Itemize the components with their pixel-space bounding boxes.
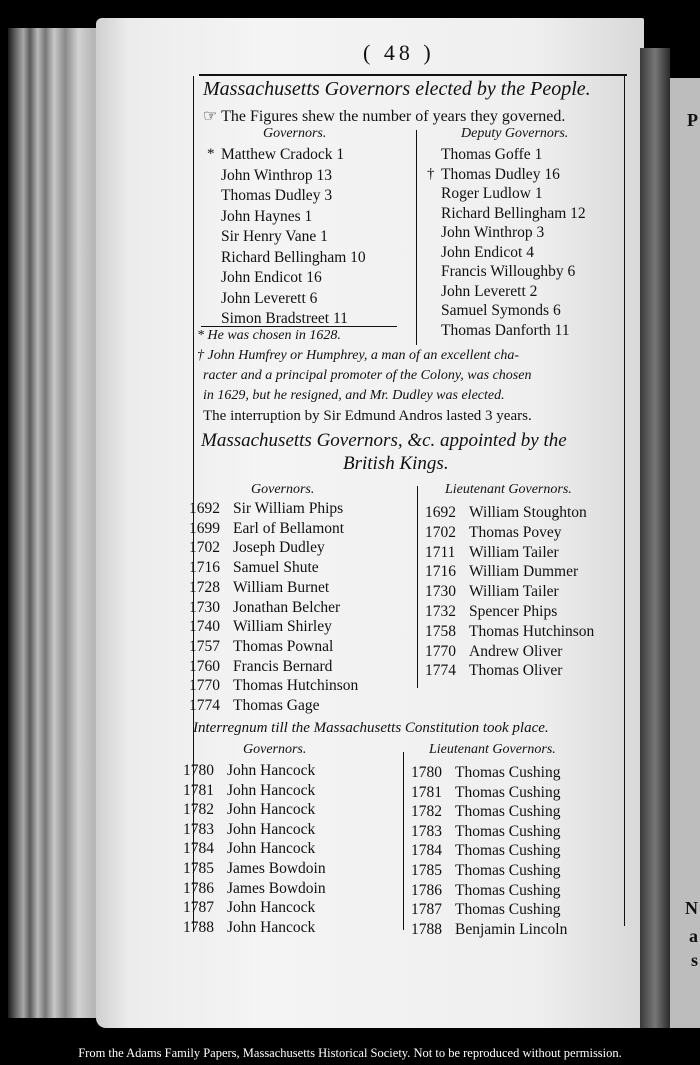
lieutenant-governor-entry [425, 662, 562, 680]
royal-governor-entry [189, 658, 332, 676]
deputy-governor-name: Roger Ludlow [441, 185, 535, 202]
section2-title: Massachusetts Governors, &c. appointed by the [201, 430, 567, 451]
interregnum-lieutenant-name: Thomas Cushing [455, 783, 561, 801]
governor-name: Richard Bellingham [221, 248, 351, 266]
footnote-star: * He was chosen in 1628. [197, 328, 341, 343]
governor-entry [221, 187, 332, 205]
royal-governor-year: 1702 [189, 539, 220, 557]
interregnum-governor-year: 1784 [183, 840, 214, 858]
interregnum-lieutenant-name: Thomas Cushing [455, 803, 561, 821]
royal-governor-year: 1728 [189, 578, 220, 596]
lieutenant-governor-year: 1758 [425, 622, 456, 640]
royal-governor-year: 1770 [189, 677, 220, 695]
royal-governor-entry [189, 697, 320, 715]
interregnum-governor-entry [183, 821, 315, 839]
royal-governor-year: 1716 [189, 559, 220, 577]
royal-governor-year: 1730 [189, 598, 220, 616]
lieutenant-governor-year: 1692 [425, 504, 456, 521]
interregnum-lieutenant-entry [411, 784, 561, 802]
deputy-governor-entry [441, 322, 570, 340]
deputy-governor-name: John Endicot [441, 243, 527, 261]
deputy-governor-years: 12 [570, 204, 586, 222]
section2-title-line2: British Kings. [343, 453, 449, 474]
interregnum-governor-name: James Bowdoin [227, 879, 326, 897]
lieutenant-governor-name: Thomas Povey [469, 523, 562, 541]
royal-governor-name: Jonathan Belcher [233, 598, 341, 616]
deputy-governor-entry [441, 146, 542, 164]
lieutenant-governor-name: William Tailer [469, 543, 559, 561]
interregnum-lieutenant-name: Thomas Cushing [455, 822, 561, 840]
governor-marker: * [207, 146, 215, 162]
governor-name: Simon Bradstreet [221, 310, 333, 327]
deputy-governor-marker: † [427, 165, 435, 182]
lieutenant-governor-year: 1774 [425, 662, 456, 680]
interregnum-governor-year: 1780 [183, 762, 214, 779]
interregnum-governor-entry [183, 880, 326, 898]
lieutenant-governor-year: 1730 [425, 583, 456, 601]
royal-governor-entry [189, 559, 319, 577]
interregnum-lieutenant-entry [411, 823, 561, 841]
deputy-governor-name: John Winthrop [441, 224, 537, 241]
interregnum-governor-name: James Bowdoin [227, 860, 326, 877]
governor-years: 11 [332, 310, 348, 327]
next-page-letter: a [689, 926, 698, 946]
deputy-governor-name: Francis Willoughby [441, 263, 568, 280]
interregnum-governor-entry [183, 919, 315, 937]
deputy-governor-years: 4 [526, 243, 534, 261]
royal-governor-name: Earl of Bellamont [233, 519, 345, 537]
deputy-governor-name: Thomas Danforth [441, 321, 555, 339]
interregnum-governor-year: 1787 [183, 899, 214, 917]
deputy-governor-years: 1 [534, 146, 543, 163]
interregnum-governor-name: John Hancock [227, 840, 316, 858]
frame-right-rule [624, 76, 625, 926]
governor-name: John Endicot [221, 269, 307, 286]
interregnum-governor-year: 1785 [183, 860, 214, 877]
deputy-governor-years: 2 [529, 282, 538, 300]
deputy-governor-years: 6 [552, 302, 561, 319]
lieutenant-governor-entry [425, 603, 557, 621]
interregnum-lieutenant-year: 1787 [411, 901, 442, 919]
section3-governors-head: Governors. [243, 742, 307, 757]
governor-name: John Haynes [221, 207, 305, 225]
interregnum-lieutenant-year: 1780 [411, 764, 442, 781]
interregnum-lieutenant-name: Thomas Cushing [455, 842, 561, 860]
lieutenant-governor-year: 1770 [425, 642, 456, 660]
governor-years: 13 [316, 166, 333, 184]
interregnum-governor-year: 1788 [183, 918, 214, 936]
section1-deputies-head: Deputy Governors. [461, 126, 569, 141]
governor-entry [221, 208, 312, 226]
archive-caption: From the Adams Family Papers, Massachusetts Historical Society. Not to be reproduced without permission. [78, 1046, 622, 1060]
next-page-edge [670, 78, 700, 1028]
royal-governor-entry [189, 638, 333, 656]
page-content [183, 40, 627, 940]
interregnum-governor-name: John Hancock [227, 781, 316, 799]
royal-governor-year: 1699 [189, 519, 220, 537]
interregnum-lieutenant-entry [411, 882, 561, 900]
section1-title: Massachusetts Governors elected by the People. [203, 78, 591, 100]
interregnum-lieutenant-entry [411, 764, 561, 782]
lieutenant-governor-entry [425, 583, 559, 601]
deputy-governor-entry [441, 302, 561, 320]
interregnum-lieutenant-entry [411, 862, 561, 880]
deputy-governor-name: Richard Bellingham [441, 204, 571, 222]
interregnum-lieutenant-entry [411, 803, 561, 821]
governor-name: John Leverett [221, 289, 310, 307]
governor-name: John Winthrop [221, 166, 317, 184]
lieutenant-governor-entry [425, 623, 594, 641]
interregnum-governor-name: John Hancock [227, 762, 316, 779]
footnote-dagger-line: racter and a principal promoter of the Colony, was chosen [203, 368, 532, 383]
governor-name: Thomas Dudley [221, 187, 325, 204]
pointing-hand-icon: ☞ [203, 108, 218, 125]
interregnum-lieutenant-name: Thomas Cushing [455, 764, 561, 781]
next-page-letter: N [685, 898, 698, 918]
interregnum-lieutenant-name: Benjamin Lincoln [455, 920, 568, 938]
lieutenant-governor-name: William Stoughton [469, 504, 587, 521]
book-gutter [640, 48, 670, 1028]
interregnum-lieutenant-year: 1786 [411, 881, 442, 899]
interregnum-governor-year: 1783 [183, 820, 214, 838]
interregnum-lieutenant-year: 1788 [411, 920, 442, 938]
deputy-governor-entry [441, 224, 544, 242]
lieutenant-governor-entry [425, 504, 587, 522]
royal-governor-year: 1692 [189, 500, 220, 517]
lieutenant-governor-name: Thomas Hutchinson [469, 622, 595, 640]
interregnum-governor-year: 1781 [183, 781, 214, 799]
governor-entry [221, 269, 322, 287]
interregnum-governor-entry [183, 782, 315, 800]
next-page-letter: P [687, 110, 698, 130]
interregnum-governor-name: John Hancock [227, 801, 316, 819]
lieutenant-governor-entry [425, 643, 562, 661]
section2-lieutenants-head: Lieutenant Governors. [445, 482, 572, 497]
lieutenant-governor-name: Spencer Phips [469, 603, 558, 620]
interregnum-lieutenant-name: Thomas Cushing [455, 881, 561, 899]
royal-governor-year: 1774 [189, 697, 220, 714]
lieutenant-governor-name: Andrew Oliver [469, 642, 563, 660]
lieutenant-governor-entry [425, 563, 578, 581]
royal-governor-name: Francis Bernard [233, 657, 333, 675]
section1-governors-head: Governors. [263, 126, 327, 141]
interregnum-lieutenant-name: Thomas Cushing [455, 901, 561, 919]
lieutenant-governor-year: 1711 [425, 543, 456, 561]
section2-governors-head: Governors. [251, 482, 315, 497]
governor-years: 3 [324, 187, 333, 204]
section1-footnote-rule [201, 326, 397, 327]
interregnum-governor-entry [183, 801, 315, 819]
governor-years: 1 [304, 207, 313, 225]
deputy-governor-entry [441, 283, 537, 301]
governor-years: 6 [309, 289, 318, 307]
interregnum-lieutenant-entry [411, 921, 567, 939]
section3-title: Interregnum till the Massachusetts Constitution took place. [193, 720, 549, 736]
interregnum-lieutenant-year: 1785 [411, 862, 442, 879]
lieutenant-governor-year: 1702 [425, 523, 456, 541]
lieutenant-governor-year: 1716 [425, 563, 456, 581]
section3-lieutenants-head: Lieutenant Governors. [429, 742, 556, 757]
royal-governor-year: 1740 [189, 618, 220, 636]
deputy-governor-entry [427, 165, 560, 184]
royal-governor-entry [189, 579, 329, 597]
footnote-dagger-line: † John Humfrey or Humphrey, a man of an excellent cha- [197, 348, 520, 363]
deputy-governor-years: 11 [554, 321, 570, 339]
interregnum-lieutenant-year: 1782 [411, 803, 442, 821]
deputy-governor-years: 3 [536, 224, 545, 241]
governor-entry [221, 290, 317, 308]
interregnum-governor-year: 1782 [183, 801, 214, 819]
royal-governor-entry [189, 539, 325, 557]
deputy-governor-name: Thomas Goffe [441, 146, 535, 163]
governor-name: Matthew Cradock [221, 146, 337, 163]
footnote-dagger-line: in 1629, but he resigned, and Mr. Dudley was elected. [203, 388, 505, 403]
lieutenant-governor-name: William Tailer [469, 583, 559, 601]
section1-note-text: The Figures shew the number of years they governed. [221, 108, 566, 125]
governor-name: Sir Henry Vane [221, 228, 321, 245]
section1-note [203, 106, 565, 126]
deputy-governor-years: 6 [567, 263, 576, 280]
interregnum-lieutenant-name: Thomas Cushing [455, 862, 561, 879]
royal-governor-entry [189, 500, 343, 518]
deputy-governor-entry [441, 205, 586, 223]
top-rule [199, 74, 627, 76]
governor-entry [221, 228, 328, 246]
royal-governor-year: 1760 [189, 657, 220, 675]
section1-divider [416, 130, 417, 345]
interregnum-lieutenant-year: 1784 [411, 842, 442, 860]
governor-years: 16 [306, 269, 322, 286]
governor-entry [221, 249, 366, 267]
governor-entry [221, 167, 332, 185]
interregnum-governor-entry [183, 840, 315, 858]
next-page-letter: s [690, 950, 698, 970]
lieutenant-governor-entry [425, 544, 559, 562]
deputy-governor-entry [441, 244, 534, 262]
deputy-governor-name: John Leverett [441, 282, 530, 300]
royal-governor-name: Samuel Shute [233, 559, 319, 577]
royal-governor-name: Joseph Dudley [233, 539, 325, 557]
royal-governor-year: 1757 [189, 637, 220, 655]
governor-entry [207, 146, 345, 164]
interregnum-governor-entry [183, 860, 326, 878]
royal-governor-name: Sir William Phips [233, 500, 344, 517]
royal-governor-entry [189, 677, 358, 695]
interregnum-governor-name: John Hancock [227, 820, 316, 838]
section3-divider [403, 752, 404, 930]
interregnum-governor-name: John Hancock [227, 899, 316, 917]
deputy-governor-entry [441, 263, 575, 281]
lieutenant-governor-name: Thomas Oliver [469, 662, 563, 680]
deputy-governor-name: Samuel Symonds [441, 302, 553, 319]
deputy-governor-name: Thomas Dudley [441, 165, 545, 183]
governor-years: 1 [336, 146, 345, 163]
interregnum-governor-year: 1786 [183, 879, 214, 897]
royal-governor-entry [189, 599, 340, 617]
interregnum-lieutenant-entry [411, 842, 561, 860]
section2-divider [417, 486, 418, 688]
governor-years: 10 [350, 248, 366, 266]
deputy-governor-years: 1 [534, 185, 543, 202]
interregnum-governor-entry [183, 762, 315, 780]
royal-governor-name: William Burnet [233, 578, 330, 596]
royal-governor-entry [189, 520, 344, 538]
interregnum-lieutenant-year: 1783 [411, 822, 442, 840]
governor-years: 1 [320, 228, 328, 245]
interregnum-lieutenant-year: 1781 [411, 783, 442, 801]
lieutenant-governor-name: William Dummer [469, 563, 579, 581]
royal-governor-name: William Shirley [233, 618, 332, 636]
deputy-governor-years: 16 [544, 165, 560, 183]
page-number: ( 48 ) [363, 40, 435, 65]
interregnum-governor-name: John Hancock [227, 918, 316, 936]
interregnum-lieutenant-entry [411, 901, 561, 919]
lieutenant-governor-entry [425, 524, 562, 542]
interruption-note: The interruption by Sir Edmund Andros lasted 3 years. [203, 408, 532, 424]
royal-governor-name: Thomas Hutchinson [233, 677, 359, 695]
interregnum-governor-entry [183, 899, 315, 917]
lieutenant-governor-year: 1732 [425, 603, 456, 620]
royal-governor-name: Thomas Gage [233, 697, 320, 714]
royal-governor-entry [189, 618, 332, 636]
deputy-governor-entry [441, 185, 543, 203]
royal-governor-name: Thomas Pownal [233, 637, 334, 655]
